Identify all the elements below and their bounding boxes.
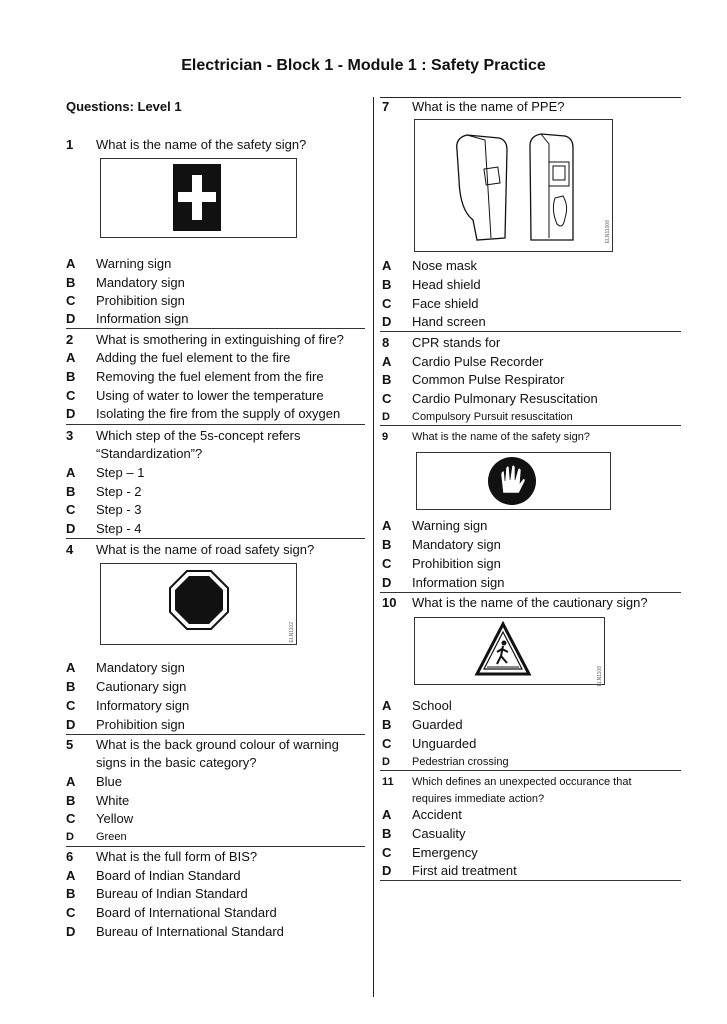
option-key: B: [382, 277, 392, 292]
option-text: Removing the fuel element from the fire: [96, 369, 324, 384]
option-key: A: [66, 465, 76, 480]
option-key: C: [66, 502, 76, 517]
option-text: Step – 1: [96, 465, 145, 480]
option-text: Prohibition sign: [412, 556, 501, 571]
option-text: Step - 2: [96, 484, 142, 499]
option-key: A: [382, 258, 392, 273]
option-text: Face shield: [412, 296, 479, 311]
option-text: Accident: [412, 807, 462, 822]
figure-first-aid-sign: [100, 158, 297, 238]
option-text: Guarded: [412, 717, 463, 732]
divider: [66, 846, 365, 847]
option-text: School: [412, 698, 452, 713]
question-number: 7: [382, 99, 390, 114]
option-text: Prohibition sign: [96, 717, 185, 732]
option-key: D: [382, 863, 392, 878]
option-text: Information sign: [412, 575, 505, 590]
option-key: B: [382, 717, 392, 732]
option-key: D: [66, 717, 76, 732]
divider: [380, 592, 681, 593]
option-text: Informatory sign: [96, 698, 190, 713]
face-shield-icon: [415, 120, 612, 251]
option-key: A: [66, 774, 76, 789]
option-key: C: [382, 556, 392, 571]
divider: [66, 538, 365, 539]
option-key: D: [66, 924, 76, 939]
question-number: 2: [66, 332, 74, 347]
option-text: Board of Indian Standard: [96, 868, 241, 883]
option-key: A: [382, 354, 392, 369]
question-number: 10: [382, 595, 397, 610]
option-text: Unguarded: [412, 736, 477, 751]
question-text: What is smothering in extinguishing of fire?: [96, 332, 344, 347]
option-key: D: [66, 406, 76, 421]
option-key: D: [382, 756, 390, 768]
divider: [380, 425, 681, 426]
option-key: B: [66, 679, 76, 694]
option-text: Warning sign: [96, 256, 172, 271]
section-heading: Questions: Level 1: [66, 99, 182, 114]
option-key: D: [382, 575, 392, 590]
option-text: First aid treatment: [412, 863, 517, 878]
column-divider: [373, 97, 374, 997]
option-text: Using of water to lower the temperature: [96, 388, 324, 403]
option-text: Prohibition sign: [96, 293, 185, 308]
figure-glove-sign: [416, 452, 611, 510]
divider: [380, 880, 681, 881]
question-number: 5: [66, 737, 74, 752]
figure-code: ELN11008: [605, 220, 611, 244]
option-text: Emergency: [412, 845, 478, 860]
question-text: What is the name of PPE?: [412, 99, 565, 114]
pedestrian-crossing-icon: [415, 618, 604, 687]
option-text: Step - 3: [96, 502, 142, 517]
option-key: D: [382, 411, 390, 423]
option-text: Green: [96, 831, 127, 843]
figure-face-shields: [414, 119, 613, 252]
option-key: A: [66, 350, 76, 365]
figure-code: ELN1102: [289, 622, 295, 643]
divider: [66, 328, 365, 329]
option-text: Mandatory sign: [96, 275, 185, 290]
option-text: Common Pulse Respirator: [412, 372, 565, 387]
question-number: 8: [382, 335, 390, 350]
option-text: Cardio Pulmonary Resuscitation: [412, 391, 598, 406]
option-text: Blue: [96, 774, 123, 789]
question-text: What is the name of the cautionary sign?: [412, 595, 648, 610]
divider: [380, 770, 681, 771]
option-text: Bureau of Indian Standard: [96, 886, 248, 901]
option-key: A: [66, 868, 76, 883]
option-key: C: [66, 293, 76, 308]
question-number: 4: [66, 542, 74, 557]
page-title: Electrician - Block 1 - Module 1 : Safety Practice: [181, 57, 546, 74]
option-text: Adding the fuel element to the fire: [96, 350, 291, 365]
option-text: Cardio Pulse Recorder: [412, 354, 544, 369]
option-key: C: [382, 736, 392, 751]
option-key: D: [382, 314, 392, 329]
figure-pedestrian-sign: [414, 617, 605, 685]
option-text: Information sign: [96, 311, 189, 326]
question-text: What is the name of road safety sign?: [96, 542, 315, 557]
option-text: Pedestrian crossing: [412, 756, 509, 768]
option-text: Cautionary sign: [96, 679, 187, 694]
right-column-top-rule: [380, 97, 681, 98]
option-key: D: [66, 311, 76, 326]
divider: [66, 424, 365, 425]
glove-mandatory-icon: [417, 453, 610, 509]
option-key: B: [382, 372, 392, 387]
octagon-stop-sign-icon: [101, 564, 296, 644]
option-key: C: [382, 391, 392, 406]
question-number: 1: [66, 137, 74, 152]
option-text: Bureau of International Standard: [96, 924, 284, 939]
option-text: Yellow: [96, 811, 134, 826]
option-key: B: [66, 484, 76, 499]
question-text: What is the name of the safety sign?: [96, 137, 307, 152]
question-number: 6: [66, 849, 74, 864]
option-key: C: [66, 698, 76, 713]
question-text: What is the name of the safety sign?: [412, 431, 590, 443]
option-text: Nose mask: [412, 258, 478, 273]
question-text: Which step of the 5s-concept refers: [96, 428, 301, 443]
option-text: Board of International Standard: [96, 905, 277, 920]
option-text: Head shield: [412, 277, 481, 292]
divider: [66, 734, 365, 735]
option-text: Mandatory sign: [412, 537, 501, 552]
option-text: Hand screen: [412, 314, 486, 329]
question-number: 11: [382, 776, 394, 788]
option-text: Compulsory Pursuit resuscitation: [412, 411, 573, 423]
option-key: D: [66, 831, 74, 843]
option-key: A: [66, 660, 76, 675]
option-key: A: [382, 518, 392, 533]
divider: [380, 331, 681, 332]
option-key: C: [66, 905, 76, 920]
question-number: 3: [66, 428, 74, 443]
option-text: Casuality: [412, 826, 466, 841]
option-text: Step - 4: [96, 521, 142, 536]
option-key: B: [382, 826, 392, 841]
option-text: Isolating the fire from the supply of oxygen: [96, 406, 341, 421]
figure-stop-sign: [100, 563, 297, 645]
option-key: B: [66, 369, 76, 384]
option-key: A: [382, 698, 392, 713]
question-text: Which defines an unexpected occurance that: [412, 776, 632, 788]
option-key: C: [66, 388, 76, 403]
question-text: CPR stands for: [412, 335, 501, 350]
option-key: B: [66, 793, 76, 808]
question-number: 9: [382, 431, 389, 443]
first-aid-cross-icon: [101, 159, 296, 237]
question-text: What is the full form of BIS?: [96, 849, 258, 864]
option-key: A: [66, 256, 76, 271]
figure-code: ELN1108: [597, 666, 603, 687]
option-key: D: [66, 521, 76, 536]
option-text: Mandatory sign: [96, 660, 185, 675]
option-key: C: [66, 811, 76, 826]
option-key: B: [66, 886, 76, 901]
option-key: B: [382, 537, 392, 552]
option-key: B: [66, 275, 76, 290]
option-key: C: [382, 845, 392, 860]
option-key: C: [382, 296, 392, 311]
option-text: White: [96, 793, 130, 808]
question-text: What is the back ground colour of warning: [96, 737, 339, 752]
option-key: A: [382, 807, 392, 822]
option-text: Warning sign: [412, 518, 488, 533]
